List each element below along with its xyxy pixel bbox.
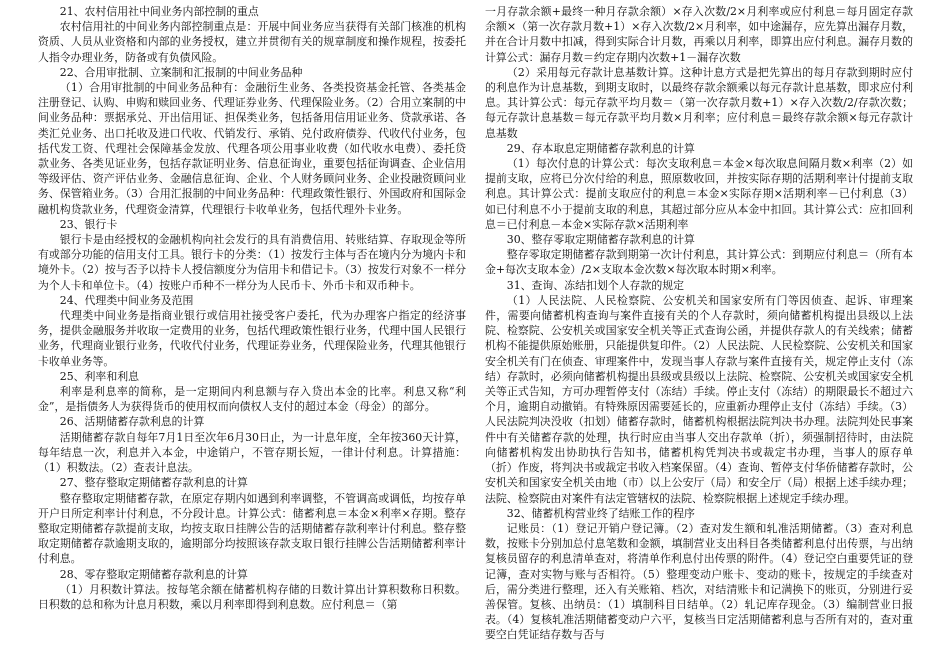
right-column bbox=[485, 4, 913, 668]
section-heading-27: 27、整存整取定期储蓄存款利息的计算 bbox=[59, 476, 248, 490]
section-heading-32: 32、储蓄机构营业终了结账工作的程序 bbox=[506, 506, 695, 520]
paragraph-25: 利率是利息率的简称，是一定期间内利息额与存入贷出本金的比率。利息又称“利金”，是指债务人为获得货币的使用权而向债权人支付的超过本金（母金）的部分。 bbox=[38, 385, 466, 414]
paragraph-28-continued: 一月存款余额+最终一种月存款余额）×存入次数/2×月利率或应付利息＝每月固定存款余额×（第一次存款月数+1）×存入次数/2×月利率，如中途漏存，应先算出漏存月数，并在合计月数中扣减，得到实际合计月数，再乘以月利率，即算出应付利息。漏存月数的计算公式：漏存月数＝约定存期内次数+1－漏存次数 bbox=[485, 5, 913, 64]
paragraph-28-part2: （2）采用每元存款计息基数计算。这种计息方式是把先算出的每月存款到期时应付的利息作为计息基数，到期支取时，以最终存款余额乘以每元存款计息基数，即求应付利息。其计算公式：每元存款平均月数＝（第一次存款月数+1）×存入次数/2/存款次数；每元存款计息基数＝每元存款平均月数×月利率；应付利息＝最终存款余额×每元存款计息基数 bbox=[485, 65, 913, 140]
paragraph-23: 银行卡是由经授权的金融机构向社会发行的具有消费信用、转账结算、存取现金等所有或部分功能的信用支付工具。银行卡的分类：（1）按发行主体与否在境内分为境内卡和境外卡。（2）按与否予以持卡人授信额度分为信用卡和借记卡。（3）按发行对象不一样分为个人卡和单位卡。（4）按账户币种不一样分为人民币卡、外币卡和双币种卡。 bbox=[38, 233, 466, 292]
paragraph-28: （1）月积数计算法。按每笔余额在储蓄机构存储的日数计算出计算积数称日积数。日积数的总和称为计息月积数，乘以月利率即得到利息数。应付利息＝（第 bbox=[38, 582, 466, 611]
section-heading-29: 29、存本取息定期储蓄存款利息的计算 bbox=[506, 141, 695, 155]
left-column bbox=[38, 4, 466, 668]
section-heading-22: 22、合用审批制、立案制和汇报制的中间业务品种 bbox=[59, 65, 303, 79]
section-heading-26: 26、活期储蓄存款利息的计算 bbox=[59, 415, 205, 429]
paragraph-31: （1）人民法院、人民检察院、公安机关和国家安所有门等因侦查、起诉、审理案件，需要向储蓄机构查询与案件直接有关的个人存款时，须向储蓄机构提出县级以上法院、检察院、公安机关或国家安全机关等正式查询公函，并提供存款人的有关线索；储蓄机构不能提供原始账册，只能提供复印件。（2）人民法院、人民检察院、公安机关和国家安全机关有门在侦查、审理案件中，发现当事人存款与案件直接有关，规定停止支付（冻结）存款时，必须向储蓄机构提出县级或县级以上法院、检察院、公安机关或国家安全机关等正式告知，方可办理暂停支付（冻结）手续。停止支付（冻结）的期限最长不超过六个月，逾期自动撤销。有特殊原因需要延长的，应重新办理停止支付（冻结）手续。（3）人民法院判决没收（扣划）储蓄存款时，储蓄机构根据法院判决书办理。法院判处民事案件中有关储蓄存款的处理，执行时应由当事人交出存款单（折），须强制招待时，由法院向储蓄机构发出协助执行告知书，储蓄机构凭判决书或裁定书办理，当事人的原存单（折）作废，将判决书或裁定书收入档案保留。（4）查询、暂停支付华侨储蓄存款时，公安机关和国家安全机关由地（市）以上公安厅（局）和安全厅（局）根据上述手续办理；法院、检察院由对案件有法定管辖权的法院、检察院根据上述规定手续办理。 bbox=[485, 293, 913, 505]
paragraph-26: 活期储蓄存款自每年7月1日至次年6月30日止，为一计息年度，全年按360天计算，每年结息一次，利息并入本金，中途销户，不管存期长短，一律计付利息。计算措施：（1）积数法。（2）查表计息法。 bbox=[38, 430, 466, 475]
section-heading-23: 23、银行卡 bbox=[59, 217, 118, 231]
section-heading-24: 24、代理类中间业务及范围 bbox=[59, 293, 194, 307]
paragraph-24: 代理类中间业务是指商业银行或信用社接受客户委托，代为办理客户指定的经济事务，提供金融服务并收取一定费用的业务，包括代理政策性银行业务，代理中国人民银行业务，代理商业银行业务，代收代付业务，代理证券业务，代理保险业务，代理其他银行卡收单业务等。 bbox=[38, 309, 466, 368]
section-heading-31: 31、查询、冻结扣划个人存款的规定 bbox=[506, 278, 685, 292]
section-heading-25: 25、利率和利息 bbox=[59, 369, 139, 383]
paragraph-32: 记账员：（1）登记开销户登记簿。（2）查对发生额和轧准活期储蓄。（3）查对利息数，按账卡分别加总付息笔数和金额，填制营业支出科目各类储蓄利息付出传票，与出纳复核员留存的利息清单查对，将清单作利息付出传票的附件。（4）登记空白重要凭证的登记簿，查对实物与账与否相符。（5）整理变动户账卡、变动的账卡，按规定的手续查对后，需分类进行整理，还入有关账箱、档次，对结清账卡和记满换下的账页，分别进行妥善保管。复核、出纳员：（1）填制科目日结单。（2）轧记库存现金。（3）编制营业日报表。（4）复核轧准活期储蓄变动户六平，复核当日定活期储蓄利息与否所有对的，查对重要空白凭证结存数与否与 bbox=[485, 521, 913, 642]
paragraph-22: （1）合用审批制的中间业务品种有：金融衍生业务、各类投资基金托管、各类基金注册登记、认购、申购和赎回业务、代理证券业务、代理保险业务。（2）合用立案制的中间业务品种：票据承兑、开出信用证、担保类业务，包括备用信用证业务、贷款承诺、各类汇兑业务、出口托收及进口代收、代销发行、承销、兑付政府债券、代收代付业务，包括代发工资、代理社会保障基金发放、代理各项公用事业收费（如代收水电费）、委托贷款业务、各类见证业务，包括存款证明业务、信息征询业，重要包括征询调查、企业信用等级评估、资产评估业务、金融信息征询、企业、个人财务顾问业务、企业投融资顾问业务、保管箱业务。（3）合用汇报制的中间业务品种：代理政策性银行、外国政府和国际金融机构贷款业务，代理资金清算，代理银行卡收单业务，包括代理外卡业务。 bbox=[38, 81, 466, 216]
section-heading-21: 21、农村信用社中间业务内部控制的重点 bbox=[59, 5, 259, 18]
section-heading-30: 30、整存零取定期储蓄存款利息的计算 bbox=[506, 233, 695, 247]
paragraph-29: （1）每次付息的计算公式：每次支取利息＝本金×每次取息间隔月数×利率（2）如提前支取，应将已分次付给的利息，照原数收回，并按实际存期的活期利率计付提前支取利息。其计算公式：提前支取应付的利息＝本金×实际存期×活期利率－已付利息（3）如已付利息不小于提前支取的利息，其超过部分应从本金中扣回。其计算公式：应扣回利息＝已付利息－本金×实际存款×活期利率 bbox=[485, 157, 913, 231]
paragraph-27: 整存整取定期储蓄存款，在原定存期内如遇到利率调整，不管调高或调低，均按存单开户日所定利率计付利息，不分段计息。计算公式：储蓄利息＝本金×利率×存期。整存整取定期储蓄存款提前支取，均按支取日挂牌公告的活期储蓄存款利率计付利息。整存整取定期储蓄存款逾期支取的，逾期部分均按照该存款支取日银行挂牌公告活期储蓄利率计付利息。 bbox=[38, 491, 466, 566]
paragraph-30: 整存零取定期储蓄存款到期第一次计付利息，其计算公式：到期应付利息＝（所有本金+每次支取本金）/2×支取本金次数×每次取本时期×利率。 bbox=[485, 248, 913, 277]
paragraph-21: 农村信用社的中间业务内部控制重点是：开展中间业务应当获得有关部门核准的机构资质、人员从业资格和内部的业务授权，建立并贯彻有关的规章制度和操作规程，按委托人指令办理业务，防备或有负债风险。 bbox=[38, 20, 466, 64]
section-heading-28: 28、零存整取定期储蓄存款利息的计算 bbox=[59, 567, 248, 581]
